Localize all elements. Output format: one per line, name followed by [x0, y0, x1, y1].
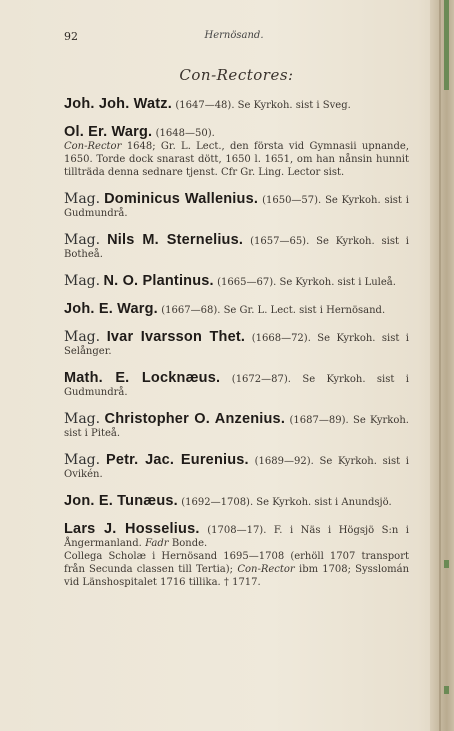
- entry-name: Christopher O. Anzenius.: [104, 411, 286, 427]
- page-header: [64, 30, 404, 48]
- running-head: Hernösand.: [204, 30, 264, 41]
- entry-prefix: Mag.: [64, 411, 101, 427]
- entry-tail: (1667—68). Se Gr. L. Lect. sist i Hernösand.: [161, 305, 386, 316]
- entry-tail: (1692—1708). Se Kyrkoh. sist i Anundsjö.: [181, 497, 392, 508]
- entry-tail: (1647—48). Se Kyrkoh. sist i Sveg.: [175, 100, 351, 111]
- entry-note: Collega Scholæ i Hernösand 1695—1708 (erhöll 1707 transport från Secunda classen till Tertia);: [64, 551, 409, 575]
- entry-name: Math. E. Locknæus.: [64, 370, 221, 386]
- entry-prefix: Mag.: [64, 232, 101, 248]
- page-number: 92: [64, 30, 78, 43]
- entry-name: Petr. Jac. Eurenius.: [105, 452, 249, 468]
- page-edge-mark: [444, 686, 449, 694]
- page-edge-line: [439, 0, 441, 731]
- entry-tail-end: Bonde.: [171, 538, 208, 549]
- entry-tail: (1668—72). Se Kyrkoh. sist i Selånger.: [64, 333, 409, 357]
- entry: [64, 193, 409, 220]
- section-title: Con-Rectores:: [179, 66, 294, 84]
- entry-tail: (1650—57). Se Kyrkoh. sist i Gudmundrå.: [64, 195, 409, 219]
- entry-tail: (1657—65). Se Kyrkoh. sist i Botheå.: [64, 236, 410, 260]
- entry-tail: (1687—89). Se Kyrkoh. sist i Piteå.: [64, 415, 409, 439]
- entry: [64, 372, 409, 399]
- entry-tail-italic: Fadr: [145, 538, 169, 549]
- entry-tail: (1708—17). F. i Näs i Högsjö S:n i Ångermanland.: [64, 525, 409, 549]
- entry-name: Ivar Ivarsson Thet.: [106, 329, 246, 345]
- entry-name: Ol. Er. Warg.: [64, 124, 153, 140]
- entry-name: Joh. Joh. Watz.: [64, 96, 172, 112]
- entry: [64, 234, 409, 261]
- page-edge-mark: [444, 0, 449, 90]
- entry: [64, 454, 409, 481]
- entry-tail: (1689—92). Se Kyrkoh. sist i Ovikén.: [64, 456, 409, 480]
- entry-prefix: Mag.: [64, 191, 101, 207]
- entry-note: 1648; Gr. L. Lect., den första vid Gymnasii upnande, 1650. Torde dock snarast dött, 1650 l. 1651, om han nånsin hunnit tillträda denna sednare tjenst. Cfr Gr. Ling. Lector sist.: [64, 141, 409, 178]
- entry-name: Joh. E. Warg.: [64, 301, 158, 317]
- entry-prefix: Mag.: [64, 329, 101, 345]
- page-edge-mark: [444, 560, 449, 568]
- entry-note: ibm 1708; Sysslomán vid Länshospitalet 1716 tillika. † 1717.: [64, 564, 410, 588]
- entry-tail: (1665—67). Se Kyrkoh. sist i Luleå.: [217, 277, 396, 288]
- entry-name: Nils M. Sternelius.: [107, 232, 244, 248]
- entry: [64, 523, 409, 589]
- entry: [64, 495, 409, 509]
- entry-note-italic: Con-Rector: [64, 141, 122, 152]
- entry: [64, 126, 409, 179]
- entry-tail: (1648—50).: [155, 128, 215, 139]
- entry: [64, 275, 409, 289]
- entry: [64, 331, 409, 358]
- entry-tail: (1672—87). Se Kyrkoh. sist i Gudmundrå.: [64, 374, 409, 398]
- entry-name: Dominicus Wallenius.: [104, 191, 259, 207]
- entry-note-italic: Con-Rector: [237, 564, 295, 575]
- entry-name: Lars J. Hosselius.: [64, 521, 200, 537]
- entry-name: Jon. E. Tunæus.: [64, 493, 178, 509]
- page-content: [64, 66, 409, 603]
- page-edge: [430, 0, 454, 731]
- entry: [64, 303, 409, 317]
- entry-name: N. O. Plantinus.: [103, 273, 214, 289]
- entry: [64, 98, 409, 112]
- entry: [64, 413, 409, 440]
- entry-prefix: Mag.: [64, 273, 101, 289]
- entry-prefix: Mag.: [64, 452, 101, 468]
